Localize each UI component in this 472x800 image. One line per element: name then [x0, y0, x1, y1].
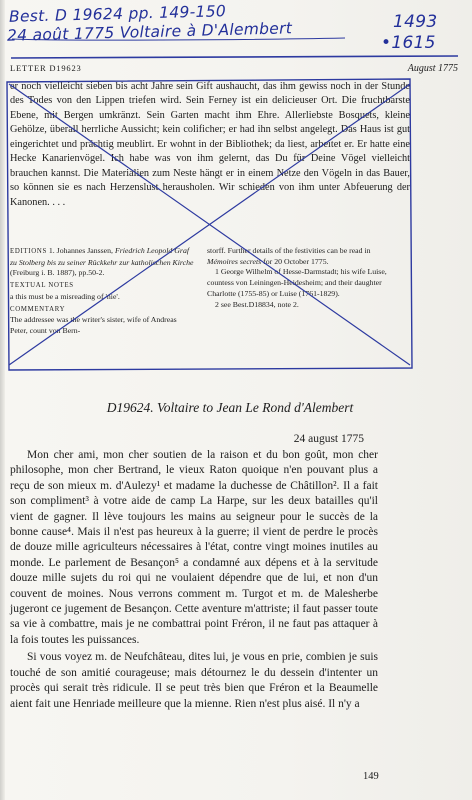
running-header	[10, 63, 458, 77]
german-text-block	[10, 80, 410, 210]
editions-note	[10, 246, 195, 279]
commentary-continued-post: for 20 October 1775.	[261, 256, 329, 266]
ink-rule-top	[11, 56, 458, 58]
handwritten-number-2: •1615	[381, 33, 436, 53]
notes-right-column	[207, 246, 402, 310]
textual-notes-label: TEXTUAL NOTES	[10, 282, 74, 290]
letter-paragraph-2: Si vous voyez m. de Neufchâteau, dites lui, je vous en prie, combien je suis touché de son amitié courageuse; mais détournez le du dessein d'intenter un procès qui serait très ridicule. Il se peut très bien que Fréron et la Beaumelle aient fait une Henriade meilleure que la mienne. Rien n'est plus aisé. Il n'y a	[10, 651, 378, 710]
editions-post: (Freiburg i. B. 1887), pp.50-2.	[10, 268, 105, 278]
editions-label: EDITIONS	[10, 248, 47, 255]
header-letter-number: LETTER D19623	[10, 63, 82, 73]
footnote-1: 1 George Wilhelm of Hesse-Darmstadt; his wife Luise, countess von Leiningen-Heidesheim; and their daughter Charlotte (1755-85) or Luise (1761-1829).	[207, 267, 387, 298]
commentary-text: The addressee was the writer's sister, wife of Andreas Peter, count von Bern-	[10, 315, 177, 335]
commentary-continued-pre: storff. Further details of the festivities can be read in	[207, 246, 371, 255]
notes-left-column	[10, 246, 195, 337]
page-number: 149	[363, 771, 379, 782]
handwritten-reference: Best. D 19624 pp. 149-150	[8, 2, 227, 26]
footnote-2: 2 see Best.D18834, note 2.	[215, 299, 299, 309]
commentary-continued	[207, 246, 402, 267]
commentary-label: COMMENTARY	[10, 305, 66, 313]
textual-note: a this must be a misreading of 'nie'.	[10, 291, 120, 301]
letter-title: D19624. Voltaire to Jean Le Rond d'Alembert	[106, 400, 354, 415]
editions-title: Friedrich Leopold Graf zu Stolberg bis zu seiner Rückkehr zur katholischen Kirche	[10, 246, 194, 267]
header-date: August 1775	[407, 63, 458, 74]
handwritten-number-1: 1493	[393, 12, 438, 32]
page-shadow	[0, 0, 5, 800]
letter-paragraph-1: Mon cher ami, mon cher soutien de la raison et du bon goût, mon cher philosophe, mon cher Bertrand, le vieux Raton quoique n'en pouvant plus a reçu de son mieux m. d'Aulezy¹ et madame la duchesse de Châtillon². Il a fait son compliment³ à votre aide de camp La Harpe, sur les deux batailles qu'il vient de gagner. Il lève toujours les mains au seigneur pour le succès de la bonne cause⁴. Mais il n'est pas heureux à la guerre; il vient de perdre le procès de douze mille agriculteurs nécessaires à l'état, contre vingt moines inutiles au monde. Le parlement de Besançon⁵ a condamné aux dépens et à la servitude douze mille sujets du roi qui ne voulaient dépendre que de lui, et non d'un couvent de moines. Nous verrons comment m. Turgot et m. de Malesherbe jugeront ce jugement de Besançon. Cette aventure m'attriste; il faut passer toute sa vie à combattre, mais je ne combattrai point Fréron, il ne faut pas attaquer à la fois toutes les puissances.	[10, 449, 378, 646]
memoires-title: Mémoires secrets	[207, 256, 262, 266]
german-paragraph: er noch vielleicht sieben bis acht Jahre sein Gift aushaucht, das ihm gewiss noch in der Stunde des Todes von den Lippen triefen wird. Sein Ferney ist ein delicieuser Ort. Die fruchtbarste Ebene, mit Bergen umkränzt. Sein Garten macht ihm Ehre. Allerliebste Bosquets, kleine Gehölze, überall herrliche Aussicht; kein colificher; er had ihn selbst angelegt. Das Haus ist gut eingerichtet und prächtig meublirt. Er wohnt in der Bibliothek; da liest, arbeitet er. Er hatte eine Hecke Kanarienvögel. Ich habe was von ihm gelernt, das Du für Deine Vögel vielleicht brauchen kannst. Die Materialien zum Neste hängt er in einem Netze den Vögeln in das Bauer, so können sie es nach Herzenslust herausholen. Wir schieden von ihm unter Abfeuerung der Kanonen. . . .	[10, 81, 410, 208]
letter-body	[10, 448, 378, 712]
letter-date: 24 august 1775	[293, 433, 364, 445]
editions-pre: 1. Johannes Janssen,	[46, 246, 115, 255]
handwritten-date-line: 24 août 1775 Voltaire à D'Alembert	[6, 19, 293, 45]
